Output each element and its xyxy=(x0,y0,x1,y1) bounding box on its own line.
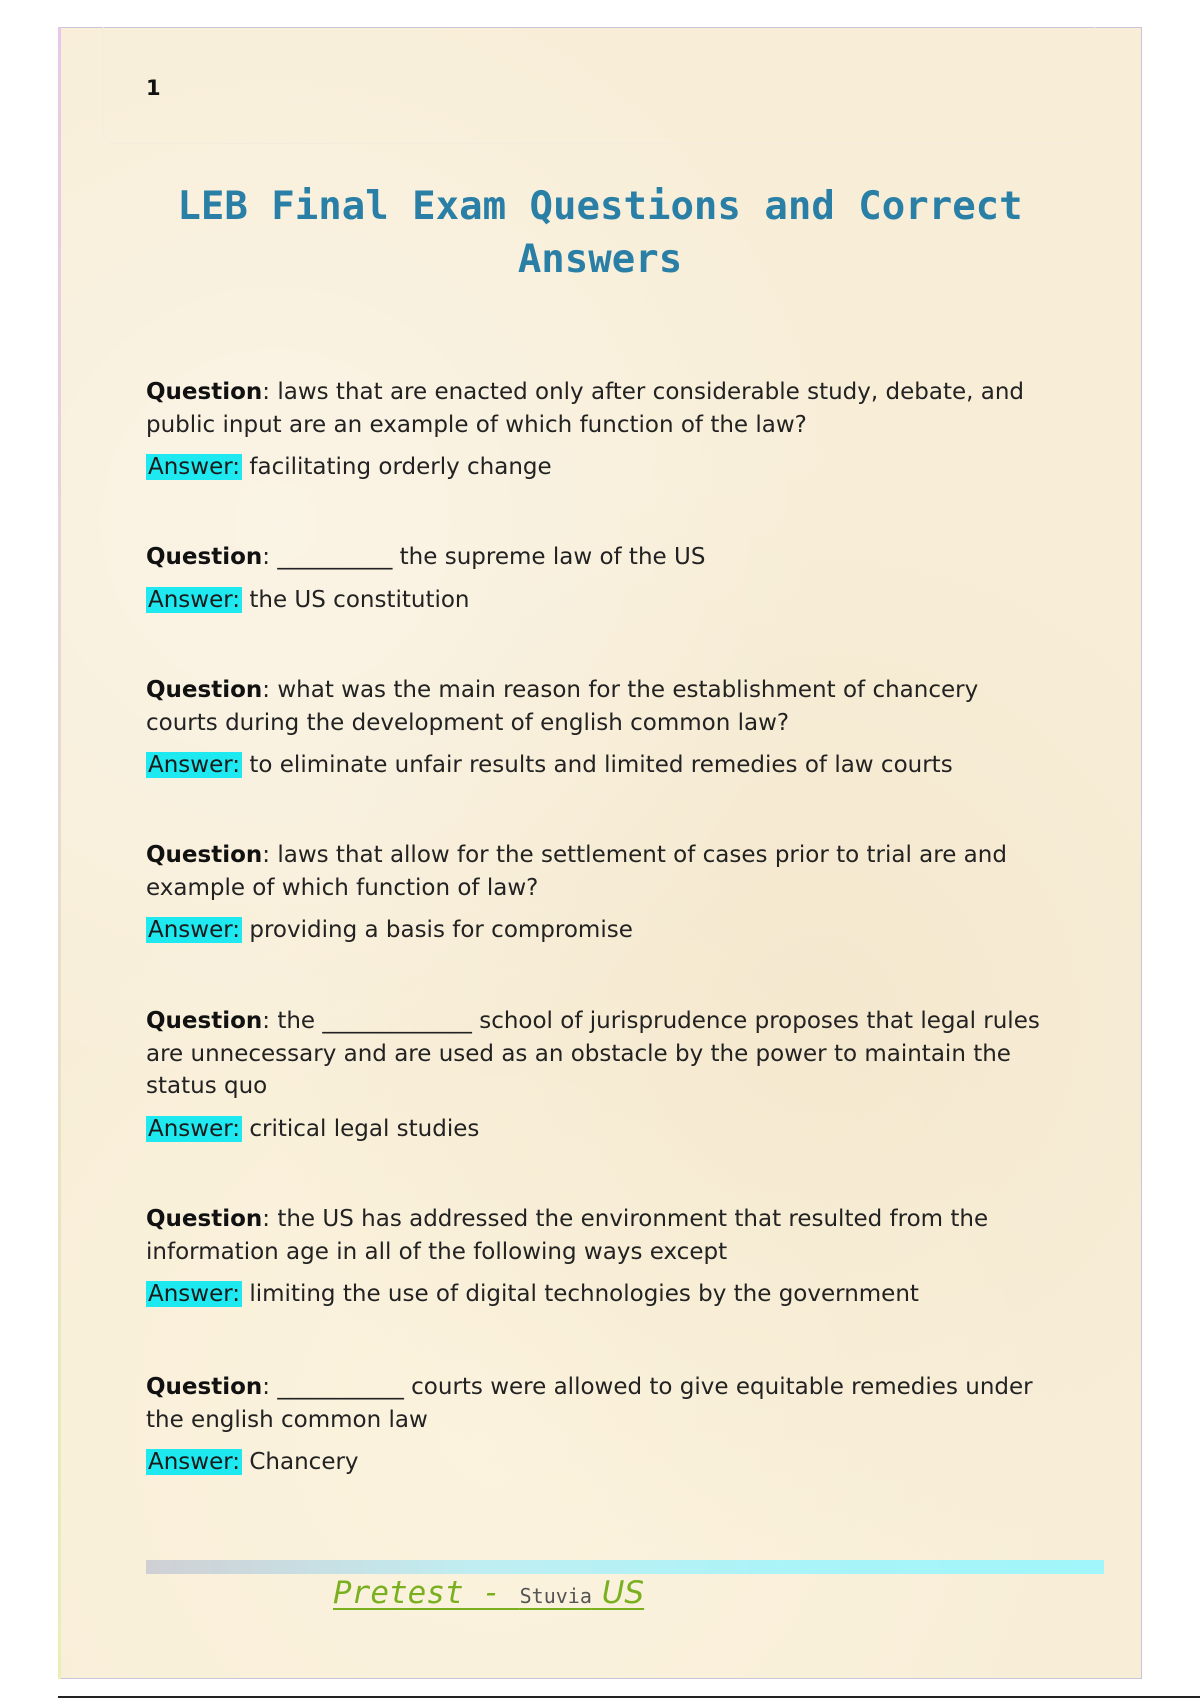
answer-label: Answer: xyxy=(148,1281,241,1307)
qa-item xyxy=(146,674,1056,782)
answer-body: facilitating orderly change xyxy=(242,454,552,480)
question-body: : __________ the supreme law of the US xyxy=(262,544,706,570)
question-body: : the US has addressed the environment that resulted from the information age in all of the following ways except xyxy=(146,1206,989,1265)
answer-body: the US constitution xyxy=(242,586,470,613)
question-label: Question xyxy=(146,379,263,405)
answer-body: critical legal studies xyxy=(242,1115,480,1142)
answer-label: Answer: xyxy=(148,1115,241,1142)
question-label: Question xyxy=(146,1374,263,1400)
answer-text xyxy=(146,584,1056,617)
answer-body: to eliminate unfair results and limited remedies of law courts xyxy=(242,752,953,778)
page-edge-accent xyxy=(58,27,61,1679)
question-body: : laws that are enacted only after considerable study, debate, and public input are an example of which function of the law? xyxy=(146,379,1025,438)
question-body: : what was the main reason for the establishment of chancery courts during the development of english common law? xyxy=(146,677,979,736)
header-frame xyxy=(103,27,1095,144)
answer-text xyxy=(146,451,1056,484)
qa-item xyxy=(146,376,1056,484)
question-label: Question xyxy=(146,677,263,703)
answer-text xyxy=(146,749,1056,782)
answer-body: Chancery xyxy=(242,1449,359,1475)
answer-label: Answer: xyxy=(148,454,241,480)
qa-item xyxy=(146,541,1056,616)
qa-item xyxy=(146,1203,1056,1311)
footer-divider-bar xyxy=(146,1560,1104,1574)
qa-item xyxy=(146,839,1056,947)
answer-label: Answer: xyxy=(148,1449,241,1475)
footer-watermark xyxy=(333,1575,644,1611)
question-label: Question xyxy=(146,1008,263,1034)
answer-body: limiting the use of digital technologies by the government xyxy=(242,1281,919,1307)
question-text xyxy=(146,674,1056,739)
footer-pretest-text: Pretest - xyxy=(333,1575,520,1611)
question-label: Question xyxy=(146,842,263,868)
answer-text xyxy=(146,914,1056,947)
question-text xyxy=(146,1005,1056,1103)
question-text xyxy=(146,1203,1056,1268)
question-label: Question xyxy=(146,1206,263,1232)
answer-body: providing a basis for compromise xyxy=(242,917,633,943)
answer-text xyxy=(146,1113,1056,1146)
page-number: 1 xyxy=(146,76,161,100)
answer-text xyxy=(146,1446,1056,1479)
document-title: LEB Final Exam Questions and Correct Answers xyxy=(177,184,1023,282)
question-body: : ___________ courts were allowed to give equitable remedies under the english common law xyxy=(146,1374,1033,1433)
answer-label: Answer: xyxy=(148,917,241,943)
question-body: : the _____________ school of jurisprudence proposes that legal rules are unnecessary and are used as an obstacle by the power to maintain the status quo xyxy=(146,1008,1040,1099)
footer-us-text: US xyxy=(591,1575,645,1611)
question-text xyxy=(146,376,1056,441)
qa-item xyxy=(146,1005,1056,1145)
bottom-rule xyxy=(58,1696,1200,1698)
question-text xyxy=(146,541,1056,574)
answer-label: Answer: xyxy=(148,752,241,778)
question-text xyxy=(146,1371,1056,1436)
question-text xyxy=(146,839,1056,904)
footer-stuvia-text: Stuvia xyxy=(519,1584,592,1608)
answer-label: Answer: xyxy=(148,586,241,613)
question-body: : laws that allow for the settlement of cases prior to trial are and example of which function of law? xyxy=(146,842,1007,901)
question-label: Question xyxy=(146,544,263,570)
answer-text xyxy=(146,1278,1056,1311)
qa-item xyxy=(146,1371,1056,1479)
